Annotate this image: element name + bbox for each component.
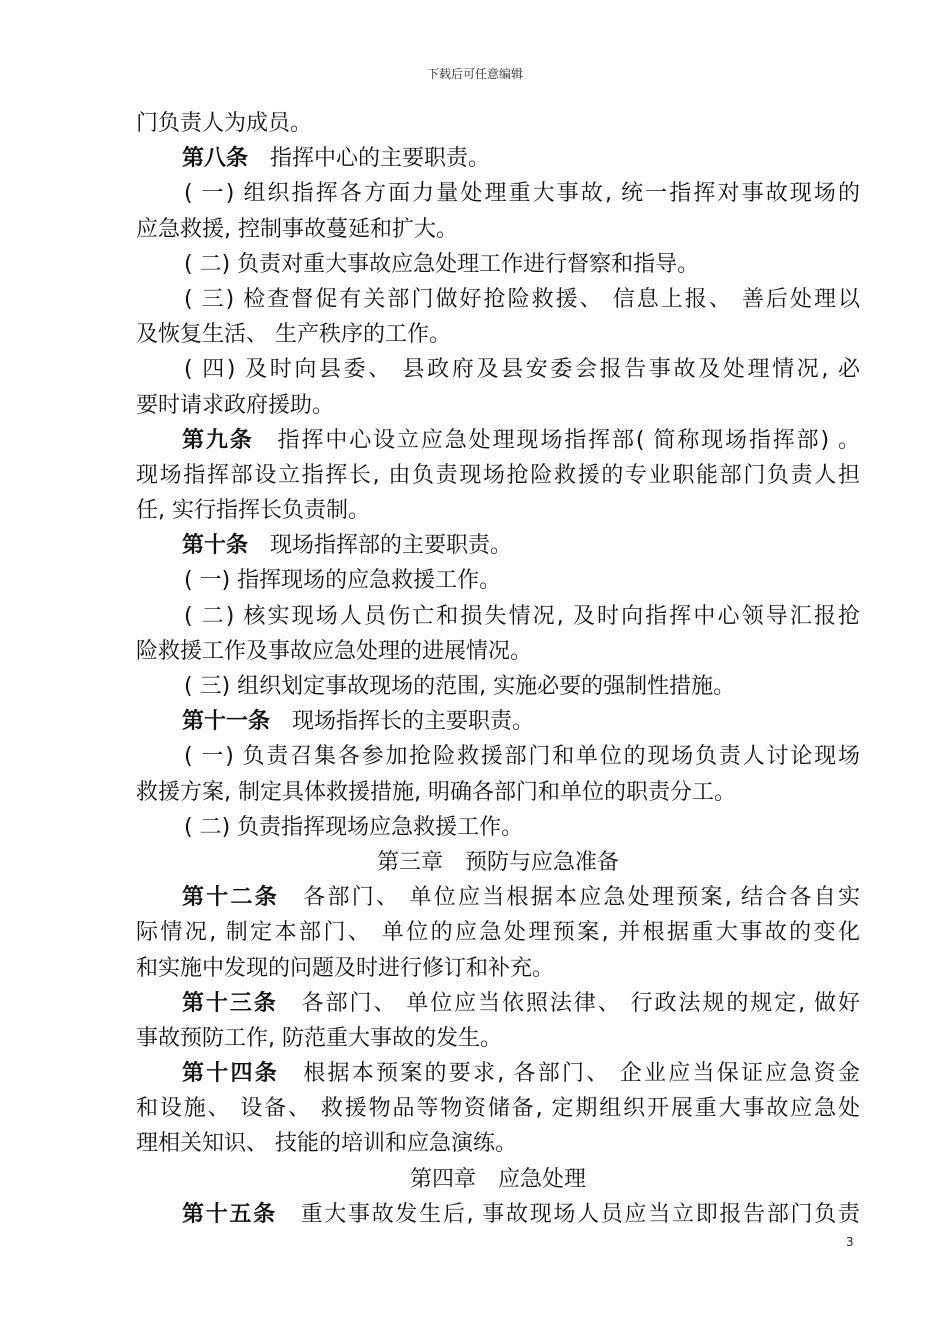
continuation-line: 和实施中发现的问题及时进行修订和补充。 bbox=[136, 955, 555, 981]
continuation-line: 险救援工作及事故应急处理的进展情况。 bbox=[136, 638, 533, 664]
continuation-line: 门负责人为成员。 bbox=[136, 111, 313, 136]
continuation-line: 理相关知识、 技能的培训和应急演练。 bbox=[136, 1131, 517, 1157]
header-text: 下载后可任意编辑 bbox=[426, 67, 523, 81]
continuation-line: 现场指挥部设立指挥长, 由负责现场抢险救援的专业职能部门负责人担 bbox=[136, 462, 860, 488]
continuation-line: 救援方案, 制定具体救援措施, 明确各部门和单位的职责分工。 bbox=[136, 779, 736, 805]
article-label: 第九条 bbox=[182, 427, 254, 453]
continuation-line: 任, 实行指挥长负责制。 bbox=[136, 498, 370, 524]
article-label: 第十四条 bbox=[182, 1061, 280, 1087]
article-label: 第十条 bbox=[182, 533, 249, 559]
sub-item-line: ( 一) 组织指挥各方面力量处理重大事故, 统一指挥对事故现场的 bbox=[184, 181, 860, 207]
sub-item-line: ( 一) 负责召集各参加抢险救援部门和单位的现场负责人讨论现场 bbox=[184, 744, 860, 770]
sub-item-line: ( 四) 及时向县委、 县政府及县安委会报告事故及处理情况, 必 bbox=[184, 357, 860, 383]
continuation-line: 要时请求政府援助。 bbox=[136, 392, 335, 418]
article-text: 根据本预案的要求, 各部门、 企业应当保证应急资金 bbox=[301, 1061, 860, 1087]
article-text: 指挥中心的主要职责。 bbox=[270, 146, 491, 172]
article-text: 指挥中心设立应急处理现场指挥部( 简称现场指挥部) 。 bbox=[275, 427, 860, 453]
article-line bbox=[136, 423, 860, 458]
article-text: 重大事故发生后, 事故现场人员应当立即报告部门负责 bbox=[298, 1201, 860, 1227]
document-body bbox=[136, 106, 860, 1232]
article-label: 第十五条 bbox=[182, 1201, 277, 1227]
sub-item-line: ( 三) 检查督促有关部门做好抢险救援、 信息上报、 善后处理以 bbox=[184, 286, 860, 312]
sub-item-line: ( 二) 负责对重大事故应急处理工作进行督察和指导。 bbox=[184, 251, 700, 277]
continuation-line: 应急救援, 控制事故蔓延和扩大。 bbox=[136, 216, 458, 242]
article-text: 现场指挥长的主要职责。 bbox=[292, 709, 535, 735]
chapter-heading: 第四章 应急处理 bbox=[409, 1166, 586, 1192]
page-header bbox=[0, 66, 950, 82]
article-label: 第八条 bbox=[182, 146, 249, 172]
article-line bbox=[136, 986, 860, 1021]
article-label: 第十三条 bbox=[182, 990, 278, 1016]
sub-item-line: ( 三) 组织划定事故现场的范围, 实施必要的强制性措施。 bbox=[184, 674, 736, 699]
sub-item-line: ( 一) 指挥现场的应急救援工作。 bbox=[184, 568, 502, 594]
continuation-line: 际情况, 制定本部门、 单位的应急处理预案, 并根据重大事故的变化 bbox=[136, 920, 860, 946]
article-text: 各部门、 单位应当根据本应急处理预案, 结合各自实 bbox=[301, 885, 860, 911]
sub-item-line: ( 二) 负责指挥现场应急救援工作。 bbox=[184, 814, 524, 840]
continuation-line: 及恢复生活、 生产秩序的工作。 bbox=[136, 322, 451, 348]
article-text: 现场指挥部的主要职责。 bbox=[270, 533, 513, 559]
article-label: 第十一条 bbox=[182, 709, 271, 735]
article-line bbox=[136, 1197, 860, 1232]
article-text: 各部门、 单位应当依照法律、 行政法规的规定, 做好 bbox=[299, 990, 860, 1016]
article-line bbox=[136, 528, 860, 563]
article-line bbox=[136, 880, 860, 915]
continuation-line: 事故预防工作, 防范重大事故的发生。 bbox=[136, 1025, 502, 1051]
article-label: 第十二条 bbox=[182, 885, 280, 911]
article-line bbox=[136, 1056, 860, 1091]
article-line bbox=[136, 141, 860, 176]
sub-item-line: ( 二) 核实现场人员伤亡和损失情况, 及时向指挥中心领导汇报抢 bbox=[184, 603, 860, 629]
chapter-heading: 第三章 预防与应急准备 bbox=[376, 849, 619, 875]
article-line bbox=[136, 704, 860, 739]
page-number: 3 bbox=[846, 1235, 854, 1249]
continuation-line: 和设施、 设备、 救援物品等物资储备, 定期组织开展重大事故应急处 bbox=[136, 1096, 860, 1122]
